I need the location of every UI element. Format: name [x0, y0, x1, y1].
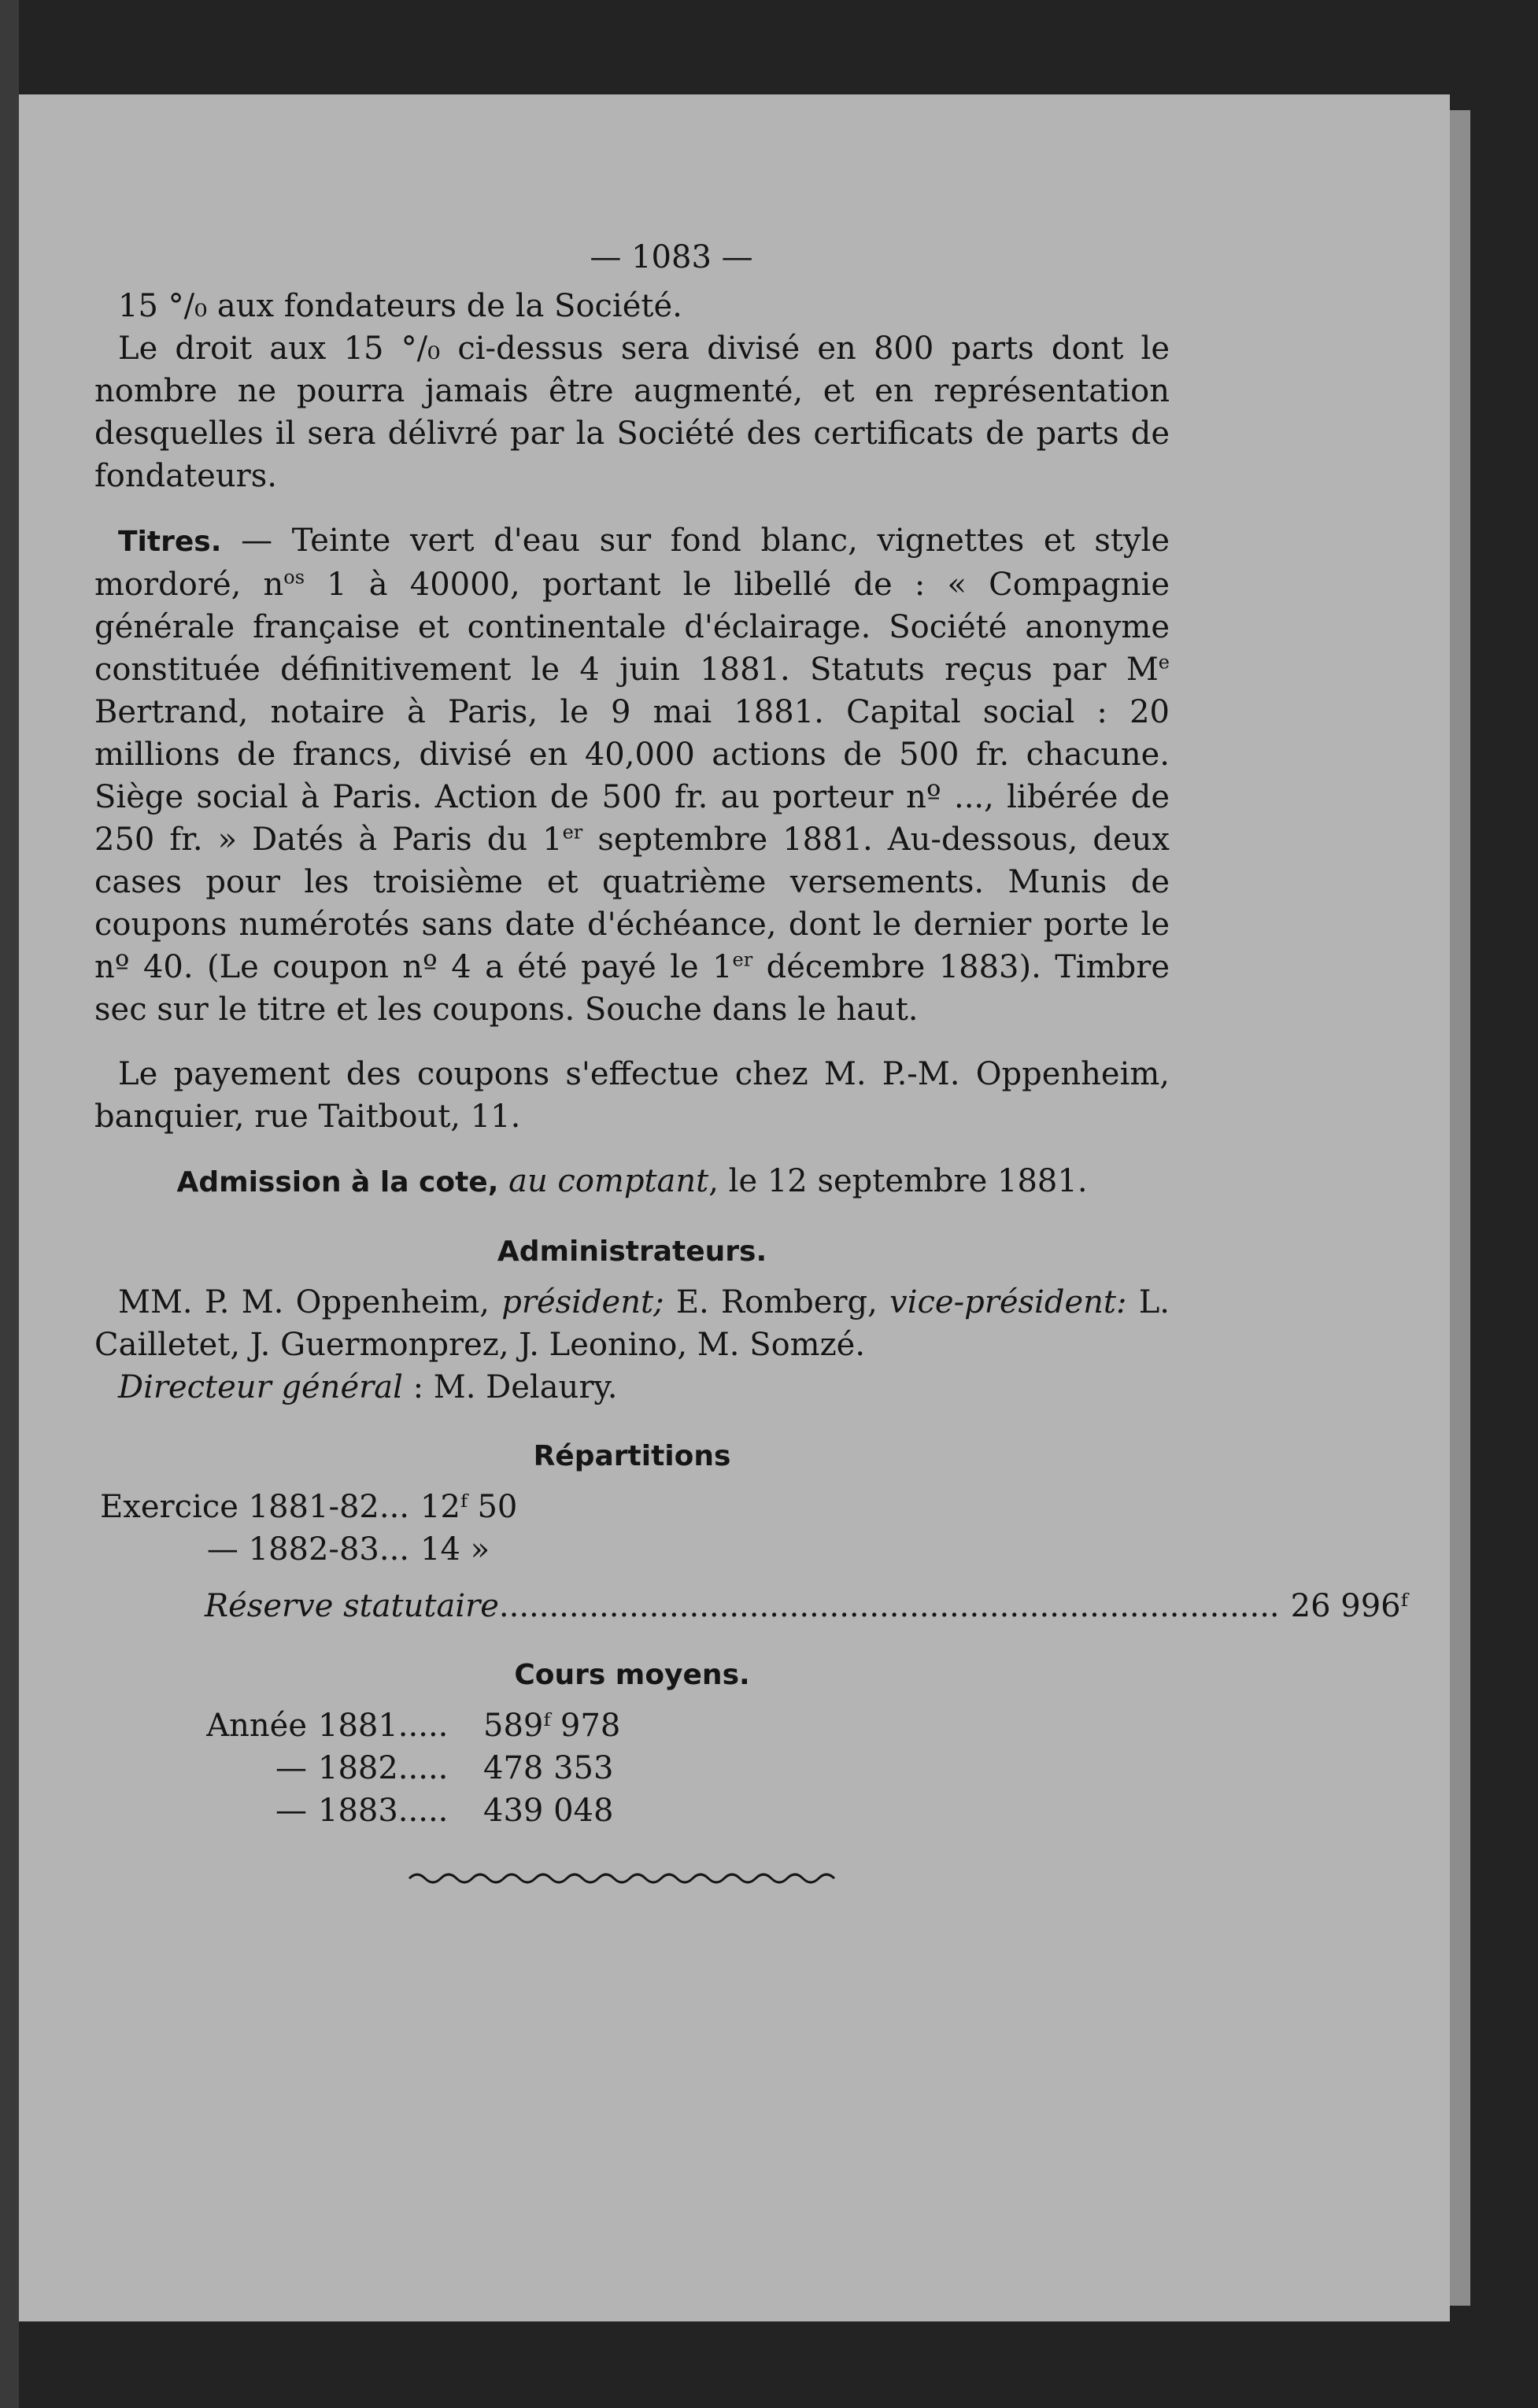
cours-label: Année [206, 1708, 307, 1744]
repartition-label: Exercice 1881-82... [100, 1489, 409, 1525]
titres-text-e: décembre 1883). Timbre sec sur le titre et les coupons. Souche dans le haut. [94, 949, 1170, 1028]
titres-text-c: Bertrand, notaire à Paris, le 9 mai 1881. Capital social : 20 millions de francs, divisé en 40,000 actions de 500 fr. chacune. Siège social à Paris. Action de 500 fr. au porteur nº ..., libérée de 250 fr. » Datés à Paris du 1 [94, 694, 1170, 858]
titres-sup-3: er [562, 821, 583, 844]
cours-value: 589ᶠ 978 [483, 1708, 621, 1744]
text-column [94, 236, 1408, 1901]
reserve-value: 26 996ᶠ [1290, 1588, 1408, 1624]
admins-b: E. Romberg, [664, 1284, 890, 1320]
paragraph-fondateurs: 15 °/₀ aux fondateurs de la Société. [118, 288, 682, 324]
admins-c: L. Cailletet, J. Guermonprez, J. Leonino, M. Somzé. [94, 1284, 1170, 1363]
titres-label: Titres. [118, 526, 222, 558]
cours-table [94, 1704, 1170, 1832]
admins-vice: vice-président: [889, 1284, 1127, 1320]
titres-sup-1: os [283, 566, 305, 589]
cours-year: 1881..... [318, 1708, 449, 1744]
cours-label: — [275, 1793, 307, 1829]
repartitions-table [94, 1486, 1170, 1571]
paragraph-payement: Le payement des coupons s'effectue chez M. P.-M. Oppenheim, banquier, rue Taitbout, 11. [94, 1056, 1170, 1135]
reserve-leader-dots: .............................................................................. [498, 1588, 1280, 1624]
cours-label: — [275, 1750, 307, 1786]
page-number: — 1083 — [590, 239, 753, 275]
titres-text-b: 1 à 40000, portant le libellé de : « Compagnie générale française et continentale d'éclairage. Société anonyme constituée définitivement le 4 juin 1881. Statuts reçus par M [94, 567, 1170, 688]
admission-italic: au comptant [498, 1163, 709, 1199]
titres-sup-4: er [732, 948, 753, 971]
page-edge [1450, 110, 1470, 2306]
table-row [94, 1486, 1170, 1528]
repartition-value: 12ᶠ 50 [420, 1489, 518, 1525]
titres-sup-2: e [1158, 651, 1170, 674]
admission-line [94, 1160, 1170, 1204]
reserve-line [205, 1585, 1408, 1627]
director-rest: : M. Delaury. [402, 1369, 618, 1405]
repartitions-heading: Répartitions [533, 1440, 731, 1472]
admission-label: Admission à la cote, [176, 1166, 499, 1198]
admission-rest: , le 12 septembre 1881. [708, 1163, 1088, 1199]
cours-year: 1883..... [318, 1793, 449, 1829]
director-label: Directeur général [118, 1369, 403, 1405]
table-row [94, 1789, 1170, 1832]
repartition-value: 14 » [420, 1531, 490, 1568]
scan-margin [0, 0, 19, 2408]
table-row [94, 1747, 1170, 1789]
titres-text-d: septembre 1881. Au-dessous, deux cases pour les troisième et quatrième versements. Munis de coupons numérotés sans date d'échéance, dont le dernier porte le nº 40. (Le coupon nº 4 a été payé le 1 [94, 822, 1170, 985]
administrateurs-list [94, 1281, 1170, 1366]
reserve-label: Réserve statutaire [205, 1588, 499, 1624]
director-line [94, 1366, 1170, 1409]
repartition-label: — 1882-83... [206, 1531, 409, 1568]
cours-year: 1882..... [318, 1750, 449, 1786]
cours-value: 439 048 [483, 1793, 614, 1829]
wavy-rule-ornament [409, 1859, 1170, 1901]
table-row [94, 1528, 1170, 1571]
admins-president: président; [501, 1284, 664, 1320]
cours-heading: Cours moyens. [514, 1659, 750, 1691]
administrateurs-heading: Administrateurs. [497, 1235, 767, 1268]
admins-a: MM. P. M. Oppenheim, [118, 1284, 502, 1320]
paragraph-titres [94, 519, 1170, 1031]
cours-value: 478 353 [483, 1750, 614, 1786]
titres-text-a: — Teinte vert d'eau sur fond blanc, vignettes et style mordoré, n [94, 523, 1170, 603]
paragraph-droit: Le droit aux 15 °/₀ ci-dessus sera divisé en 800 parts dont le nombre ne pourra jamais être augmenté, et en représentation desquelles il sera délivré par la Société des certificats de parts de fondateurs. [94, 331, 1170, 494]
table-row [94, 1704, 1170, 1747]
